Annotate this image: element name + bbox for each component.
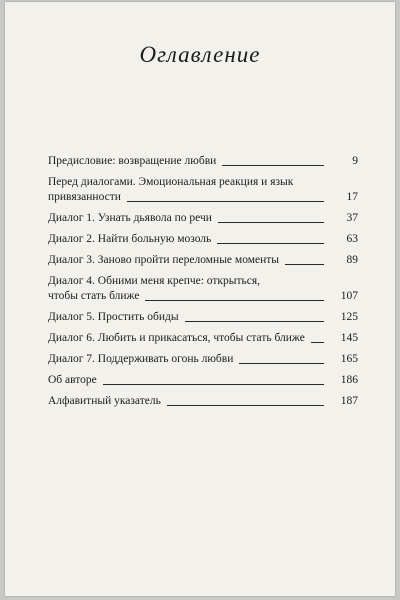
toc-page-number: 125 xyxy=(340,311,358,323)
toc-entry-title: Диалог 2. Найти больную мозоль xyxy=(48,233,212,245)
toc-page-number: 107 xyxy=(340,290,358,302)
toc-entry-last-line xyxy=(48,373,358,388)
toc-entry-title-line: Перед диалогами. Эмоциональная реакция и язык xyxy=(48,176,294,188)
toc-entry-title: Диалог 3. Заново пройти переломные моменты xyxy=(48,254,280,266)
toc-entry[interactable] xyxy=(48,310,358,325)
toc-leader-line xyxy=(217,243,324,244)
toc-entry-title: чтобы стать ближе xyxy=(48,290,140,302)
toc-entry[interactable] xyxy=(48,232,358,247)
toc-leader-line xyxy=(167,405,324,406)
toc-page-number: 89 xyxy=(346,254,358,266)
toc-leader-line xyxy=(285,264,324,265)
toc-entry-title: Диалог 6. Любить и прикасаться, чтобы стать ближе xyxy=(48,332,305,344)
toc-page-number: 165 xyxy=(340,353,358,365)
toc-entry-last-line xyxy=(48,289,358,304)
toc-leader-line xyxy=(103,384,324,385)
table-of-contents xyxy=(48,154,358,415)
toc-entry-title: привязанности xyxy=(48,191,121,203)
toc-page-number: 9 xyxy=(352,155,358,167)
toc-entry-title: Диалог 7. Поддерживать огонь любви xyxy=(48,353,234,365)
toc-leader-line xyxy=(239,363,324,364)
toc-leader-line xyxy=(145,300,324,301)
toc-entry-title: Диалог 5. Простить обиды xyxy=(48,311,179,323)
toc-entry[interactable] xyxy=(48,394,358,409)
toc-entry-last-line xyxy=(48,253,358,268)
toc-page-number: 145 xyxy=(340,332,358,344)
toc-page-number: 63 xyxy=(346,233,358,245)
toc-leader-line xyxy=(127,201,324,202)
toc-page-number: 37 xyxy=(346,212,358,224)
toc-entry[interactable] xyxy=(48,253,358,268)
toc-entry-last-line xyxy=(48,154,358,169)
toc-page-number: 17 xyxy=(346,191,358,203)
toc-page-number: 187 xyxy=(340,395,358,407)
toc-heading: Оглавление xyxy=(139,42,261,67)
toc-entry-title: Об авторе xyxy=(48,374,97,386)
toc-page-number: 186 xyxy=(340,374,358,386)
toc-entry-last-line xyxy=(48,394,358,409)
toc-leader-line xyxy=(218,222,324,223)
toc-entry-last-line xyxy=(48,211,358,226)
toc-entry[interactable] xyxy=(48,352,358,367)
toc-entry-title: Диалог 1. Узнать дьявола по речи xyxy=(48,212,212,224)
book-page xyxy=(5,2,395,596)
toc-entry-title: Алфавитный указатель xyxy=(48,395,161,407)
toc-entry[interactable] xyxy=(48,175,358,205)
toc-entry-last-line xyxy=(48,352,358,367)
toc-entry[interactable] xyxy=(48,154,358,169)
toc-entry[interactable] xyxy=(48,274,358,304)
toc-entry-title: Предисловие: возвращение любви xyxy=(48,155,217,167)
toc-entry-last-line xyxy=(48,232,358,247)
toc-entry[interactable] xyxy=(48,211,358,226)
toc-entry-last-line xyxy=(48,331,358,346)
toc-leader-line xyxy=(311,342,324,343)
toc-entry[interactable] xyxy=(48,331,358,346)
toc-entry-last-line xyxy=(48,190,358,205)
toc-entry-last-line xyxy=(48,310,358,325)
toc-leader-line xyxy=(185,321,324,322)
toc-leader-line xyxy=(222,165,324,166)
toc-entry[interactable] xyxy=(48,373,358,388)
toc-entry-title-line: Диалог 4. Обними меня крепче: открыться, xyxy=(48,275,261,287)
